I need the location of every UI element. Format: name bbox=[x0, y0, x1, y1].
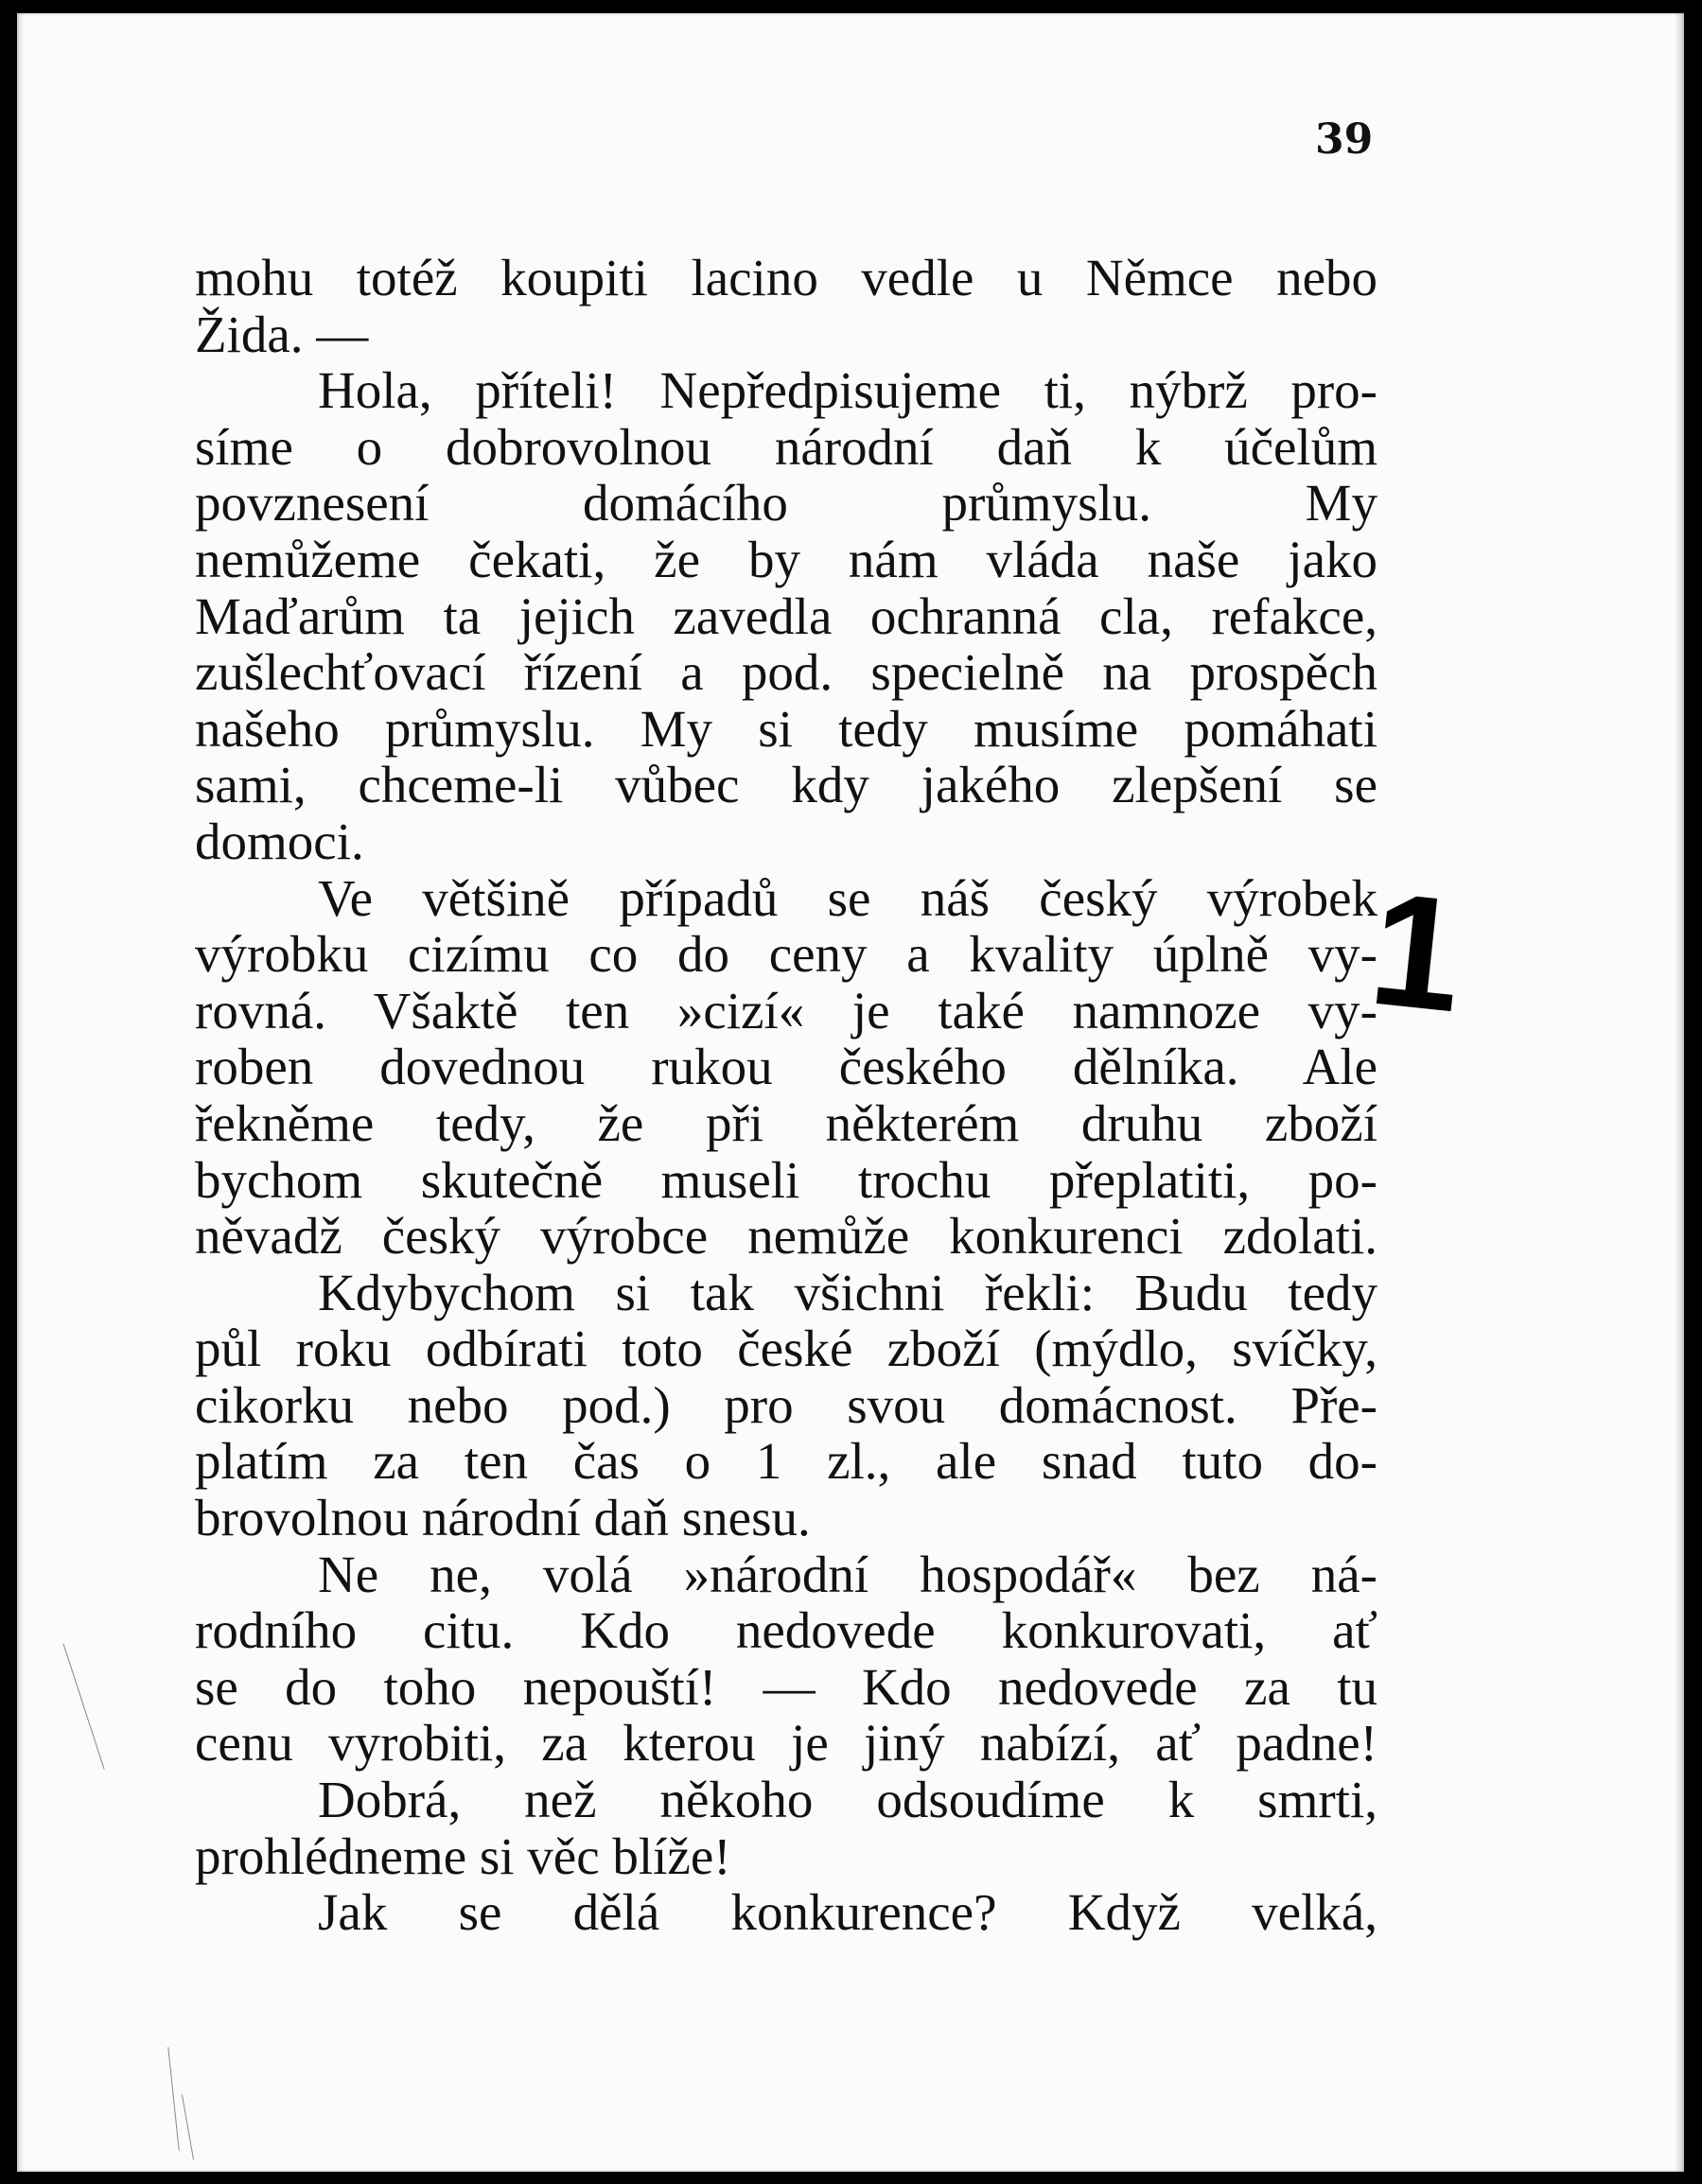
text-line: půl roku odbírati toto české zboží (mýdlo, svíčky, bbox=[195, 1319, 1377, 1378]
page-number: 39 bbox=[1315, 115, 1374, 164]
text-line: nemůžeme čekati, že by nám vláda naše jako bbox=[195, 530, 1377, 588]
scan-scratch bbox=[167, 2047, 179, 2151]
text-line: rodního citu. Kdo nedovede konkurovati, ať bbox=[195, 1601, 1377, 1660]
text-line: Hola, příteli! Nepředpisujeme ti, nýbrž pro- bbox=[318, 361, 1377, 420]
text-line: Jak se dělá konkurence? Když velká, bbox=[318, 1883, 1377, 1942]
text-line: síme o dobrovolnou národní daň k účelům bbox=[195, 417, 1377, 476]
text-line: našeho průmyslu. My si tedy musíme pomáhati bbox=[195, 699, 1377, 758]
text-line: prohlédneme si věc blíže! bbox=[195, 1826, 731, 1885]
text-line: brovolnou národní daň snesu. bbox=[195, 1489, 811, 1547]
text-line: cenu vyrobiti, za kterou je jiný nabízí, ať padne! bbox=[195, 1714, 1377, 1773]
text-line: roben dovednou rukou českého dělníka. Ale bbox=[195, 1038, 1377, 1096]
text-line: Maďarům ta jejich zavedla ochranná cla, refakce, bbox=[195, 586, 1377, 645]
text-line: platím za ten čas o 1 zl., ale snad tuto do- bbox=[195, 1432, 1377, 1491]
text-line: cikorku nebo pod.) pro svou domácnost. Pře- bbox=[195, 1375, 1377, 1434]
page-right-edge bbox=[1675, 13, 1684, 2172]
text-line: Ve většině případů se náš český výrobek bbox=[318, 868, 1377, 927]
handwritten-margin-mark: 1 bbox=[1362, 858, 1471, 1047]
scan-scratch bbox=[62, 1643, 104, 1769]
text-line: bychom skutečně museli trochu přeplatiti, po- bbox=[195, 1150, 1377, 1209]
text-line: Žida. — bbox=[195, 305, 369, 363]
scan-scratch bbox=[182, 2094, 194, 2159]
page-left-edge bbox=[17, 13, 25, 2172]
text-line: se do toho nepouští! — Kdo nedovede za tu bbox=[195, 1657, 1377, 1716]
text-line: výrobku cizímu co do ceny a kvality úplně vy- bbox=[195, 925, 1377, 984]
text-line: sami, chceme-li vůbec kdy jakého zlepšení se bbox=[195, 756, 1377, 814]
text-line: domoci. bbox=[195, 812, 364, 870]
text-line: Dobrá, než někoho odsoudíme k smrti, bbox=[318, 1771, 1377, 1829]
body-text bbox=[195, 250, 1377, 1941]
text-line: Ne ne, volá »národní hospodář« bez ná- bbox=[318, 1545, 1377, 1603]
text-line: mohu totéž koupiti lacino vedle u Němce nebo bbox=[195, 249, 1377, 306]
text-line: rovná. Všaktě ten »cizí« je také namnoze vy- bbox=[195, 981, 1377, 1040]
text-line: něvadž český výrobce nemůže konkurenci zdolati. bbox=[195, 1207, 1377, 1266]
book-page bbox=[17, 13, 1684, 2172]
text-line: povznesení domácího průmyslu. My bbox=[195, 474, 1377, 533]
text-line: zušlechťovací řízení a pod. specielně na prospěch bbox=[195, 643, 1377, 702]
text-line: Kdybychom si tak všichni řekli: Budu tedy bbox=[318, 1263, 1377, 1321]
text-line: řekněme tedy, že při některém druhu zboží bbox=[195, 1093, 1377, 1152]
